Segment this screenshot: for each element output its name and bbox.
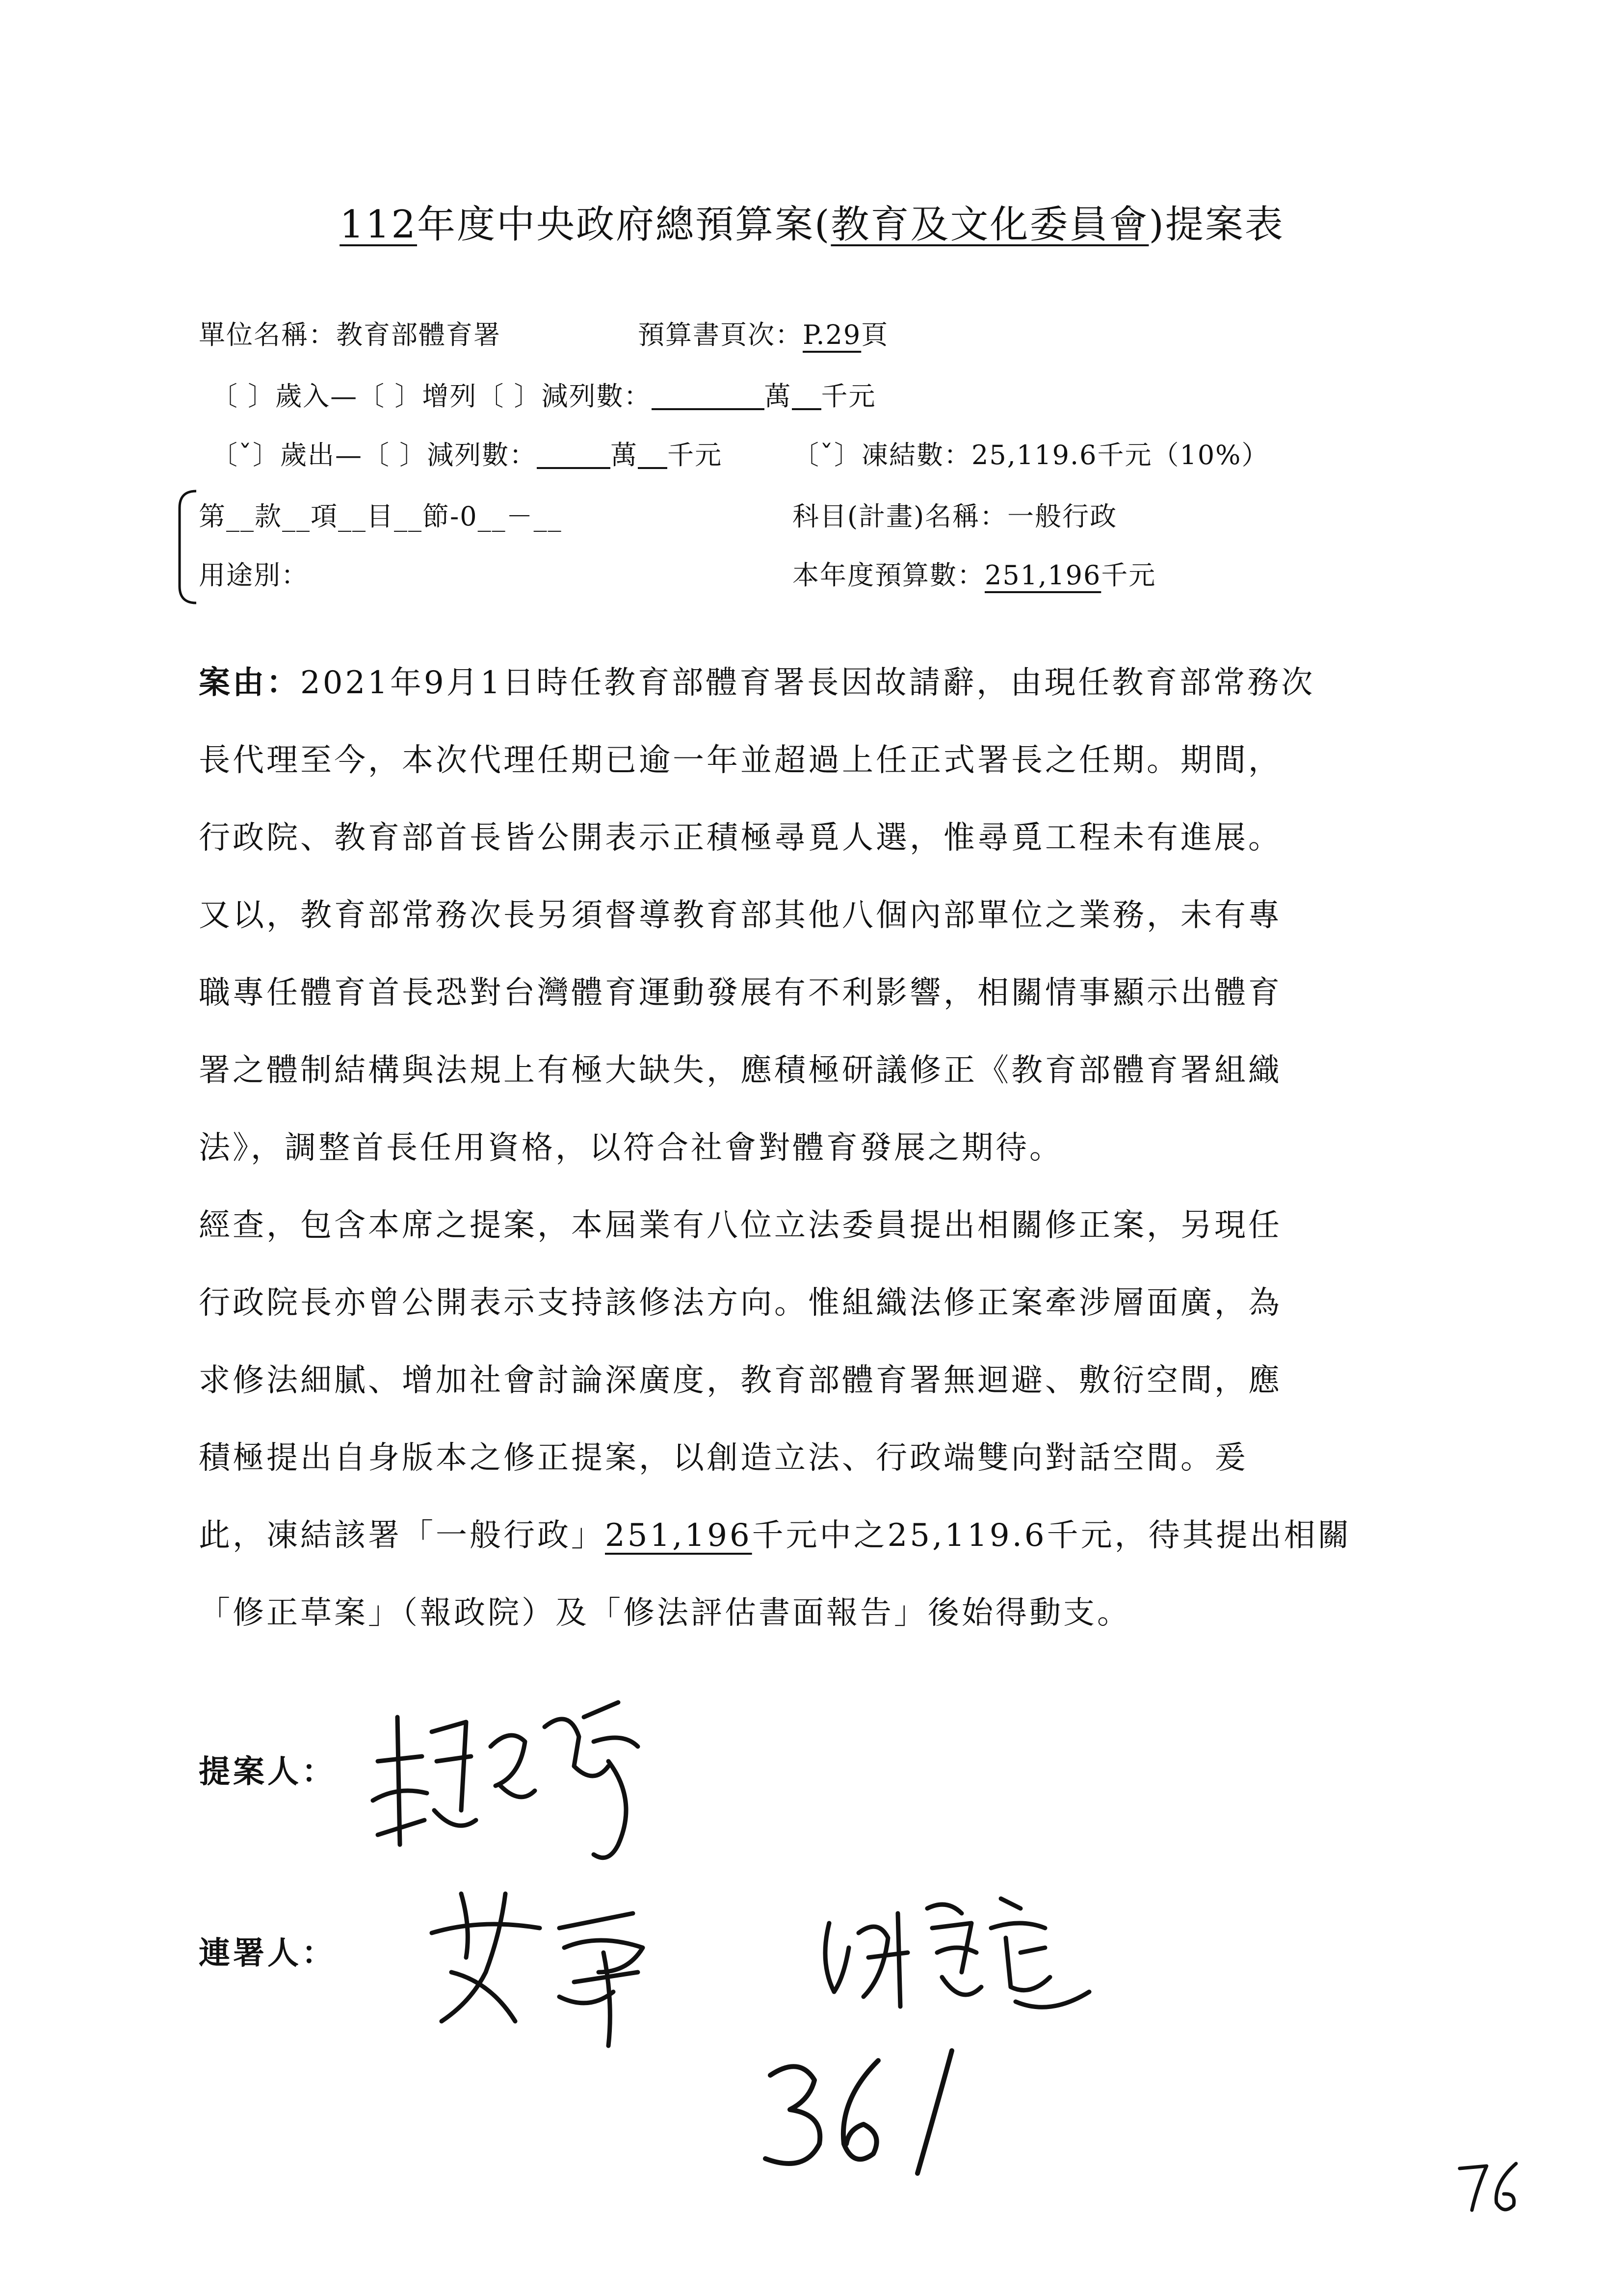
freeze-checkbox: 〔ˇ〕 bbox=[792, 440, 862, 470]
case-line-9: 行政院長亦曾公開表示支持該修法方向。惟組織法修正案牽涉層面廣，為 bbox=[199, 1285, 1282, 1321]
classification-field bbox=[199, 496, 562, 533]
subject-label: 科目(計畫)名稱： bbox=[792, 501, 1008, 532]
decrease-thousand-blank bbox=[792, 382, 821, 410]
revenue-checkbox: 〔 〕 bbox=[211, 381, 276, 412]
usage-label: 用途別： bbox=[199, 560, 309, 591]
case-line-1: 案由：2021年9月1日時任教育部體育署長因故請辭，由現任教育部常務次 bbox=[199, 664, 1315, 701]
title-year: 112 bbox=[340, 203, 417, 247]
cosigner-label: 連署人： bbox=[199, 1935, 336, 1972]
budget-label: 本年度預算數： bbox=[792, 560, 985, 591]
case-line-11: 積極提出自身版本之修正提案，以創造立法、行政端雙向對話空間。爰 bbox=[199, 1440, 1248, 1476]
case-line-3: 行政院、教育部首長皆公開表示正積極尋覓人選，惟尋覓工程未有進展。 bbox=[199, 820, 1282, 856]
proposer-signature bbox=[363, 1688, 667, 1874]
budget-page-field bbox=[638, 314, 889, 352]
wan-unit: 萬 bbox=[764, 381, 792, 412]
expenditure-row: 〔ˇ〕歲出—〔 〕減列數： 萬 千元 bbox=[211, 440, 723, 470]
case-line-4: 又以，教育部常務次長另須督導教育部其他八個內部單位之業務，未有專 bbox=[199, 897, 1282, 934]
decrease-label: 減列數： bbox=[541, 381, 652, 412]
handwritten-page-number bbox=[1452, 2154, 1531, 2218]
title-part1: 年度中央政府總預算案( bbox=[417, 203, 831, 247]
budget-amount-field bbox=[792, 554, 1156, 592]
increase-label: 增列 bbox=[422, 381, 477, 412]
unit-label: 單位名稱： bbox=[199, 319, 336, 350]
budget-value: 251,196 bbox=[985, 560, 1101, 591]
title-committee: 教育及文化委員會 bbox=[831, 203, 1149, 247]
checkmark-icon: ˇ bbox=[238, 440, 253, 470]
freeze-label: 凍結數： bbox=[862, 440, 971, 470]
page-suffix: 頁 bbox=[861, 319, 889, 350]
freeze-field bbox=[792, 434, 1269, 472]
case-line-13: 「修正草案」（報政院）及「修法評估書面報告」後始得動支。 bbox=[199, 1595, 1131, 1631]
expenditure-label: 歲出— bbox=[280, 440, 363, 470]
title-part2: )提案表 bbox=[1149, 203, 1284, 247]
decrease-checkbox: 〔 〕 bbox=[477, 381, 542, 412]
subject-value: 一般行政 bbox=[1007, 501, 1118, 532]
thousand-unit: 千元 bbox=[821, 381, 876, 412]
decrease-wan-blank bbox=[652, 382, 764, 410]
usage-field bbox=[199, 554, 309, 592]
exp-decrease-label: 減列數： bbox=[427, 440, 537, 470]
left-bracket-icon bbox=[172, 488, 201, 606]
cosigner-signature-1 bbox=[412, 1874, 677, 2051]
case-line-10: 求修法細膩、增加社會討論深廣度，教育部體育署無迴避、敷衍空間，應 bbox=[199, 1362, 1282, 1399]
freeze-value: 25,119.6千元（10%） bbox=[971, 440, 1269, 470]
case-line-2: 長代理至今，本次代理任期已逾一年並超過上任正式署長之任期。期間， bbox=[199, 742, 1282, 779]
unit-value: 教育部體育署 bbox=[336, 319, 501, 350]
case-line-8: 經查，包含本席之提案，本屆業有八位立法委員提出相關修正案，另現任 bbox=[199, 1207, 1282, 1244]
expenditure-checkbox: 〔ˇ〕 bbox=[211, 440, 280, 470]
exp-wan-blank bbox=[537, 441, 610, 469]
handwritten-number-361 bbox=[756, 2041, 991, 2188]
case-line-7: 法》，調整首長任用資格，以符合社會對體育發展之期待。 bbox=[199, 1130, 1063, 1166]
case-line-6: 署之體制結構與法規上有極大缺失，應積極研議修正《教育部體育署組織 bbox=[199, 1052, 1282, 1089]
subject-field bbox=[792, 496, 1117, 533]
revenue-label: 歲入— bbox=[275, 381, 358, 412]
document-title bbox=[0, 194, 1624, 249]
unit-name-field bbox=[199, 314, 501, 352]
exp-thousand-blank bbox=[638, 441, 667, 469]
case-line-5: 職專任體育首長恐對台灣體育運動發展有不利影響，相關情事顯示出體育 bbox=[199, 975, 1282, 1011]
increase-checkbox: 〔 〕 bbox=[358, 381, 422, 412]
checkmark-icon: ˇ bbox=[820, 440, 834, 470]
classification-value: 第__款__項__目__節-0__－__ bbox=[199, 501, 562, 532]
revenue-row bbox=[211, 375, 876, 413]
case-label: 案由： bbox=[199, 664, 300, 701]
exp-decrease-checkbox: 〔 〕 bbox=[363, 440, 427, 470]
cosigner-signature-2 bbox=[814, 1879, 1119, 2026]
page-value: P.29 bbox=[803, 319, 862, 350]
general-admin-amount: 251,196 bbox=[605, 1517, 752, 1554]
case-line-12: 此，凍結該署「一般行政」251,196千元中之25,119.6千元，待其提出相關 bbox=[199, 1517, 1352, 1554]
budget-suffix: 千元 bbox=[1101, 560, 1156, 591]
page-label: 預算書頁次： bbox=[638, 319, 803, 350]
proposer-label: 提案人： bbox=[199, 1753, 336, 1790]
